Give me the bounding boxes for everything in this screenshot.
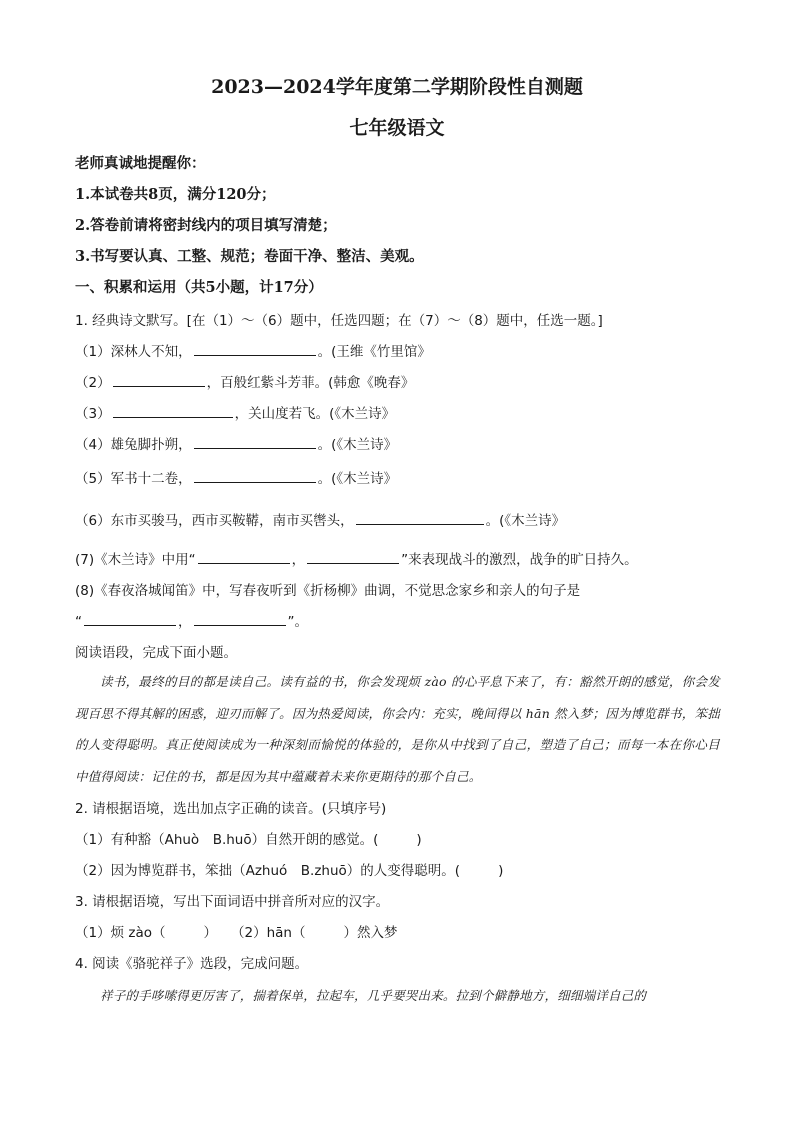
q1-item-1-suffix: 。(王维《竹里馆》 <box>317 344 431 360</box>
q2-item-2 <box>75 859 503 879</box>
reading-passage: 读书，最终的目的都是读自己。读有益的书，你会发现烦 zào 的心平息下来了，有：豁然开朗的感觉，你会发现百思不得其解的困惑，迎刃而解了。因为热爱阅读，你会内：充实，晚间得以 hān 然入梦；因为博览群书，笨拙的人变得聪明。真正使阅读成为一种深刻而愉悦的体验的，是你从中找到了自己，塑造了自己；而每一本在你心目中值得阅读：记住的书，都是因为其中蕴藏着未来你更期待的那个自己。 <box>75 674 720 784</box>
q2-item-2-text: （2）因为博览群书，笨拙（Azhuó B.zhuō）的人变得聪明。( <box>75 863 461 879</box>
q1-item-8: (8)《春夜洛城闻笛》中，写春夜听到《折杨柳》曲调，不觉思念家乡和亲人的句子是 <box>75 583 581 599</box>
q3-item-1-close: ） <box>203 925 217 941</box>
answer-blank[interactable] <box>194 341 316 356</box>
answer-blank[interactable] <box>198 549 290 564</box>
q1-item-1-prefix: （1）深林人不知， <box>75 344 192 360</box>
q1-item-5-suffix: 。(《木兰诗》 <box>317 471 398 487</box>
q3-item-1-text: （1）烦 zào（ <box>75 925 166 941</box>
q2-item-1-close: ) <box>416 832 422 848</box>
answer-blank[interactable] <box>113 372 205 387</box>
q3-stem: 3. 请根据语境，写出下面词语中拼音所对应的汉字。 <box>75 894 390 910</box>
q3-item-2-close: ）然入梦 <box>343 925 398 941</box>
q1-item-3-prefix: （3） <box>75 406 111 422</box>
notice-item-1: 1.本试卷共8页，满分120分； <box>75 186 276 203</box>
q2-item-2-close: ) <box>498 863 504 879</box>
q1-item-7-prefix: (7)《木兰诗》中用“ <box>75 552 196 568</box>
page-subtitle: 七年级语文 <box>349 117 445 139</box>
q4-stem: 4. 阅读《骆驼祥子》选段，完成问题。 <box>75 956 309 972</box>
answer-blank[interactable] <box>194 434 316 449</box>
q1-item-6 <box>75 509 565 529</box>
answer-blank[interactable] <box>113 403 233 418</box>
q1-item-4-suffix: 。(《木兰诗》 <box>317 437 398 453</box>
q1-item-6-prefix: （6）东市买骏马，西市买鞍鞯，南市买辔头， <box>75 513 354 529</box>
q2-stem: 2. 请根据语境，选出加点字正确的读音。(只填序号) <box>75 801 387 817</box>
q1-stem: 1. 经典诗文默写。[在（1）～（6）题中，任选四题；在（7）～（8）题中，任选一题。] <box>75 313 603 329</box>
q3-item-2-text: （2）hān（ <box>231 925 306 941</box>
q4-passage: 祥子的手哆嗦得更厉害了，揣着保单，拉起车，几乎要哭出来。拉到个僻静地方，细细端详自己的 <box>100 988 647 1003</box>
q1-item-8-open-quote: “ <box>75 614 82 630</box>
q1-item-8-sep: ， <box>178 614 192 630</box>
page-title: 2023—2024学年度第二学期阶段性自测题 <box>211 76 583 98</box>
reading-intro: 阅读语段，完成下面小题。 <box>75 645 237 661</box>
q1-item-1 <box>75 340 431 360</box>
q1-item-3 <box>75 402 395 422</box>
q2-item-1-text: （1）有种豁（Ahuò B.huō）自然开朗的感觉。( <box>75 832 379 848</box>
answer-blank[interactable] <box>84 611 176 626</box>
q1-item-6-suffix: 。(《木兰诗》 <box>485 513 566 529</box>
q1-item-5-prefix: （5）军书十二卷， <box>75 471 192 487</box>
q1-item-7-suffix: ”来表现战斗的激烈，战争的旷日持久。 <box>401 552 638 568</box>
q1-item-3-suffix: ，关山度若飞。(《木兰诗》 <box>234 406 396 422</box>
q2-item-1 <box>75 828 422 848</box>
q1-item-7 <box>75 548 638 568</box>
answer-blank[interactable] <box>194 611 286 626</box>
q1-item-2-prefix: （2） <box>75 375 111 391</box>
section-heading: 一、积累和运用（共5小题，计17分） <box>75 279 323 296</box>
q1-item-8-answer <box>75 610 308 630</box>
q1-item-5 <box>75 467 397 487</box>
q1-item-7-sep: ， <box>291 552 306 568</box>
notice-heading: 老师真诚地提醒你： <box>75 155 206 172</box>
answer-blank[interactable] <box>194 468 316 483</box>
answer-blank[interactable] <box>356 510 484 525</box>
q1-item-2 <box>75 371 414 391</box>
q1-item-2-suffix: ，百般红紫斗芳菲。(韩愈《晚春》 <box>206 375 415 391</box>
answer-blank[interactable] <box>307 549 399 564</box>
notice-item-3: 3.书写要认真、工整、规范；卷面干净、整洁、美观。 <box>75 248 424 265</box>
q1-item-4-prefix: （4）雄兔脚扑朔， <box>75 437 192 453</box>
q3-items <box>75 921 397 941</box>
notice-item-2: 2.答卷前请将密封线内的项目填写清楚； <box>75 217 337 234</box>
q1-item-4 <box>75 433 397 453</box>
q1-item-8-suffix: ”。 <box>287 614 308 630</box>
